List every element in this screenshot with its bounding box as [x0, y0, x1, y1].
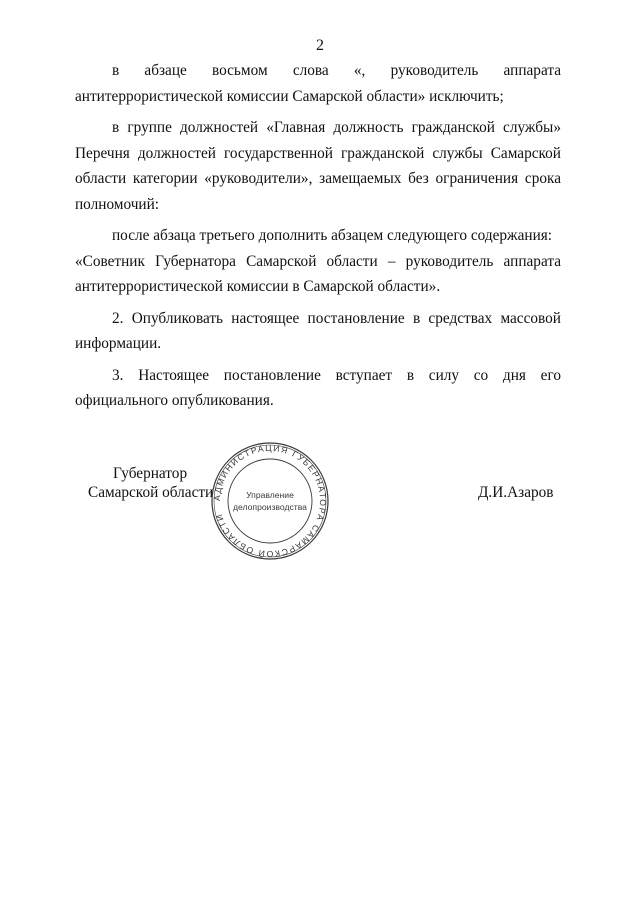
stamp-ring-text: АДМИНИСТРАЦИЯ ГУБЕРНАТОРА САМАРСКОЙ ОБЛАСТИ	[211, 442, 329, 560]
stamp-inner-line-1: Управление	[246, 490, 294, 500]
official-stamp	[205, 440, 335, 562]
paragraph-4: «Советник Губернатора Самарской области – руководитель аппарата антитеррористической комиссии в Самарской области».	[75, 252, 561, 295]
stamp-inner-line-2: делопроизводства	[233, 502, 307, 512]
paragraph-1: в абзаце восьмом слова «, руководитель аппарата антитеррористической комиссии Самарской области» исключить;	[75, 62, 561, 105]
document-body	[75, 58, 561, 414]
paragraph-3: после абзаца третьего дополнить абзацем следующего содержания:	[112, 227, 553, 244]
signature-block	[0, 440, 640, 570]
signatory-title-line-2: Самарской области	[88, 484, 214, 501]
page-number: 2	[316, 37, 324, 54]
paragraph-2: в группе должностей «Главная должность гражданской службы» Перечня должностей государственной гражданской службы Самарской области категории «руководители», замещаемых без ограничения срока полномочий:	[75, 119, 561, 213]
signatory-name: Д.И.Азаров	[478, 484, 554, 501]
paragraph-5: 2. Опубликовать настоящее постановление в средствах массовой информации.	[75, 309, 561, 352]
paragraph-6: 3. Настоящее постановление вступает в силу со дня его официального опубликования.	[75, 366, 561, 409]
signatory-title-line-1: Губернатор	[113, 465, 188, 482]
